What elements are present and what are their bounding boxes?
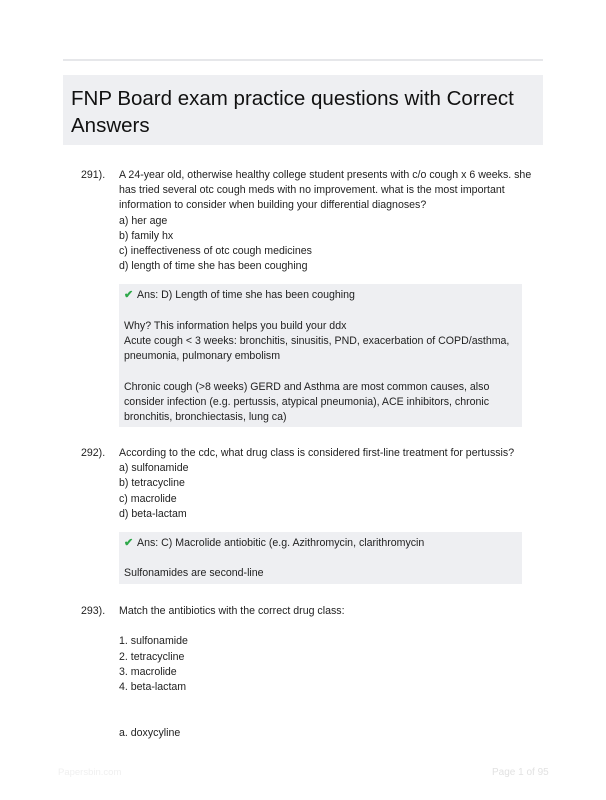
option-d: d) length of time she has been coughing bbox=[119, 260, 308, 273]
explanation-line: Why? This information helps you build your ddx bbox=[124, 319, 347, 332]
check-icon: ✔ bbox=[124, 289, 134, 302]
question-stem-line: has tried several otc cough meds with no improvement. what is the most important bbox=[119, 184, 505, 197]
explanation-line: bronchitis, bronchiectasis, lung ca) bbox=[124, 411, 287, 424]
question-stem-line: information to consider when building your differential diagnoses? bbox=[119, 199, 427, 212]
explanation-line: Sulfonamides are second-line bbox=[124, 567, 264, 580]
explanation-line: Chronic cough (>8 weeks) GERD and Asthma are most common causes, also bbox=[124, 380, 490, 393]
question-stem-line: A 24-year old, otherwise healthy college student presents with c/o cough x 6 weeks. she bbox=[119, 169, 532, 181]
match-item-2: 2. tetracycline bbox=[119, 650, 185, 663]
question-291 bbox=[81, 168, 541, 427]
match-item-3: 3. macrolide bbox=[119, 665, 177, 678]
explanation-line: consider infection (e.g. pertussis, atypical pneumonia), ACE inhibitors, chronic bbox=[124, 395, 490, 408]
question-293 bbox=[81, 604, 541, 741]
option-a: a) sulfonamide bbox=[119, 462, 189, 475]
question-292 bbox=[81, 446, 541, 584]
explanation-line bbox=[124, 551, 516, 566]
page-number: Page 1 of 95 bbox=[492, 767, 549, 778]
option-b: b) tetracycline bbox=[119, 477, 185, 490]
answer-box bbox=[119, 532, 522, 584]
spacer bbox=[119, 710, 541, 725]
match-item-4: 4. beta-lactam bbox=[119, 681, 187, 693]
option-b: b) family hx bbox=[119, 229, 174, 242]
question-stem-line: According to the cdc, what drug class is considered first-line treatment for pertussis? bbox=[119, 447, 515, 459]
question-number: 291). bbox=[81, 169, 106, 181]
spacer bbox=[119, 695, 541, 710]
match-item-a: a. doxycyline bbox=[119, 726, 181, 739]
top-divider bbox=[63, 59, 543, 61]
option-a: a) her age bbox=[119, 214, 168, 227]
option-d: d) beta-lactam bbox=[119, 507, 187, 520]
spacer bbox=[119, 619, 541, 634]
explanation-line: Acute cough < 3 weeks: bronchitis, sinusitis, PND, exacerbation of COPD/asthma, bbox=[124, 335, 510, 348]
explanation-line bbox=[124, 304, 516, 319]
explanation-line: pneumonia, pulmonary embolism bbox=[124, 350, 281, 363]
check-icon: ✔ bbox=[124, 537, 134, 550]
answer-text: Ans: C) Macrolide antiobitic (e.g. Azithromycin, clarithromycin bbox=[137, 537, 425, 550]
document-title: FNP Board exam practice questions with Correct Answers bbox=[71, 87, 514, 137]
explanation-line bbox=[124, 364, 516, 379]
answer-box bbox=[119, 284, 522, 427]
title-banner bbox=[63, 75, 543, 145]
question-stem-line: Match the antibiotics with the correct drug class: bbox=[119, 605, 345, 617]
option-c: c) ineffectiveness of otc cough medicines bbox=[119, 245, 312, 258]
answer-text: Ans: D) Length of time she has been coughing bbox=[137, 289, 355, 302]
footer-site: Papersbin.com bbox=[58, 767, 122, 778]
match-item-1: 1. sulfonamide bbox=[119, 635, 188, 648]
question-number: 292). bbox=[81, 447, 106, 459]
option-c: c) macrolide bbox=[119, 492, 177, 505]
question-number: 293). bbox=[81, 605, 106, 617]
